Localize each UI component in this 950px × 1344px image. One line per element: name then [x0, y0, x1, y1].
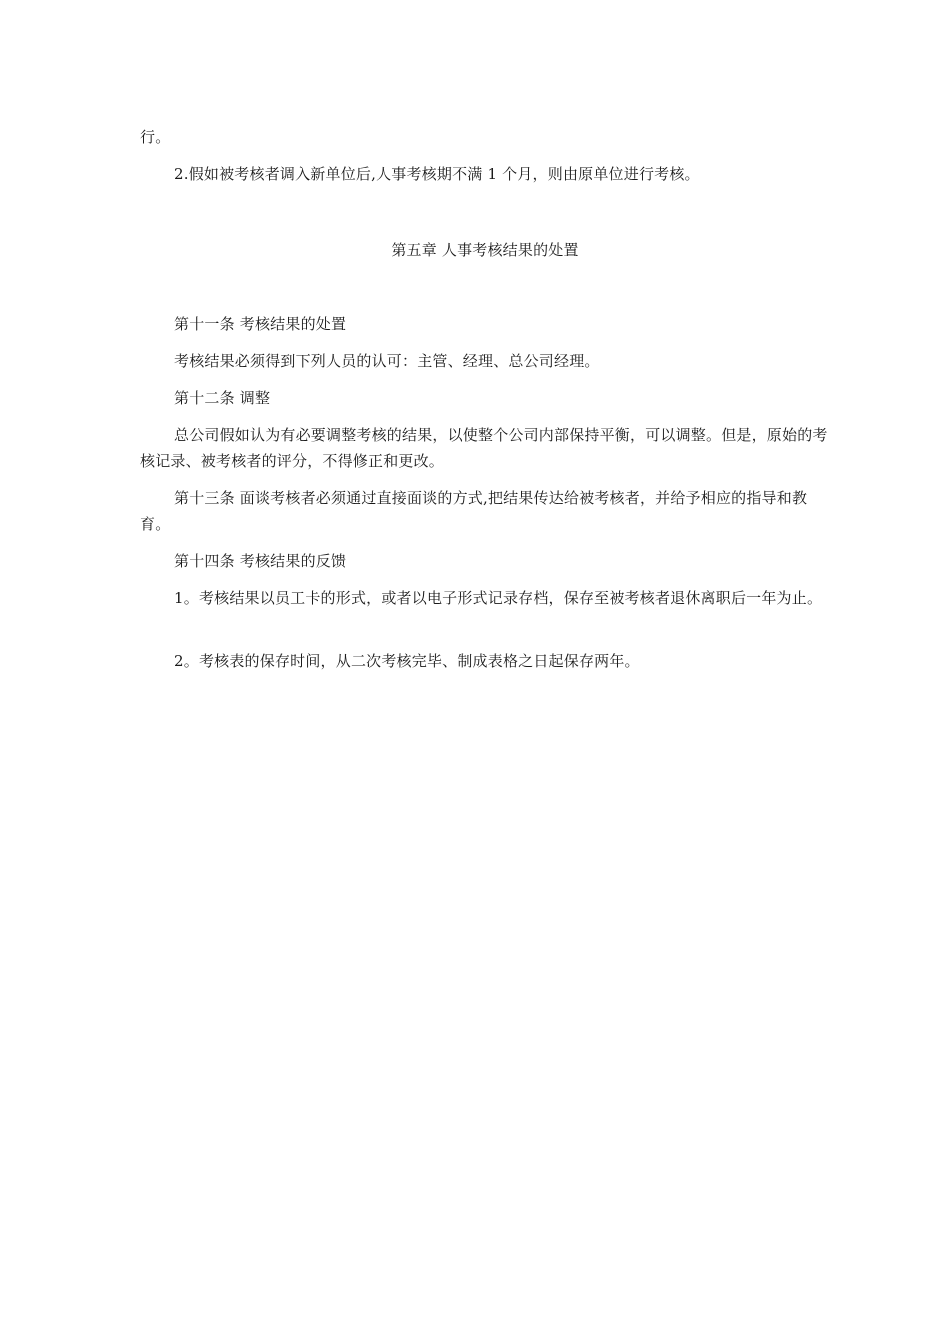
- document-page: [140, 0, 830, 1344]
- article-14-item-2: 2。考核表的保存时间，从二次考核完毕、制成表格之日起保存两年。: [174, 652, 640, 670]
- paragraph-continuation: 行。: [140, 128, 171, 146]
- chapter-title: 第五章 人事考核结果的处置: [391, 241, 579, 259]
- article-13: 第十三条 面谈考核者必须通过直接面谈的方式,把结果传达给被考核者，并给予相应的指导和教育。: [140, 489, 808, 533]
- article-11-body: 考核结果必须得到下列人员的认可：主管、经理、总公司经理。: [174, 352, 600, 370]
- article-12-body: 总公司假如认为有必要调整考核的结果，以使整个公司内部保持平衡，可以调整。但是，原始的考核记录、被考核者的评分，不得修正和更改。: [140, 426, 828, 470]
- article-14-item-1: 1。考核结果以员工卡的形式，或者以电子形式记录存档，保存至被考核者退休离职后一年为止。: [174, 589, 823, 607]
- paragraph-item-2: 2.假如被考核者调入新单位后,人事考核期不满 1 个月，则由原单位进行考核。: [174, 165, 700, 183]
- article-14-title: 第十四条 考核结果的反馈: [174, 552, 347, 570]
- article-12-title: 第十二条 调整: [174, 389, 271, 407]
- article-11-title: 第十一条 考核结果的处置: [174, 315, 347, 333]
